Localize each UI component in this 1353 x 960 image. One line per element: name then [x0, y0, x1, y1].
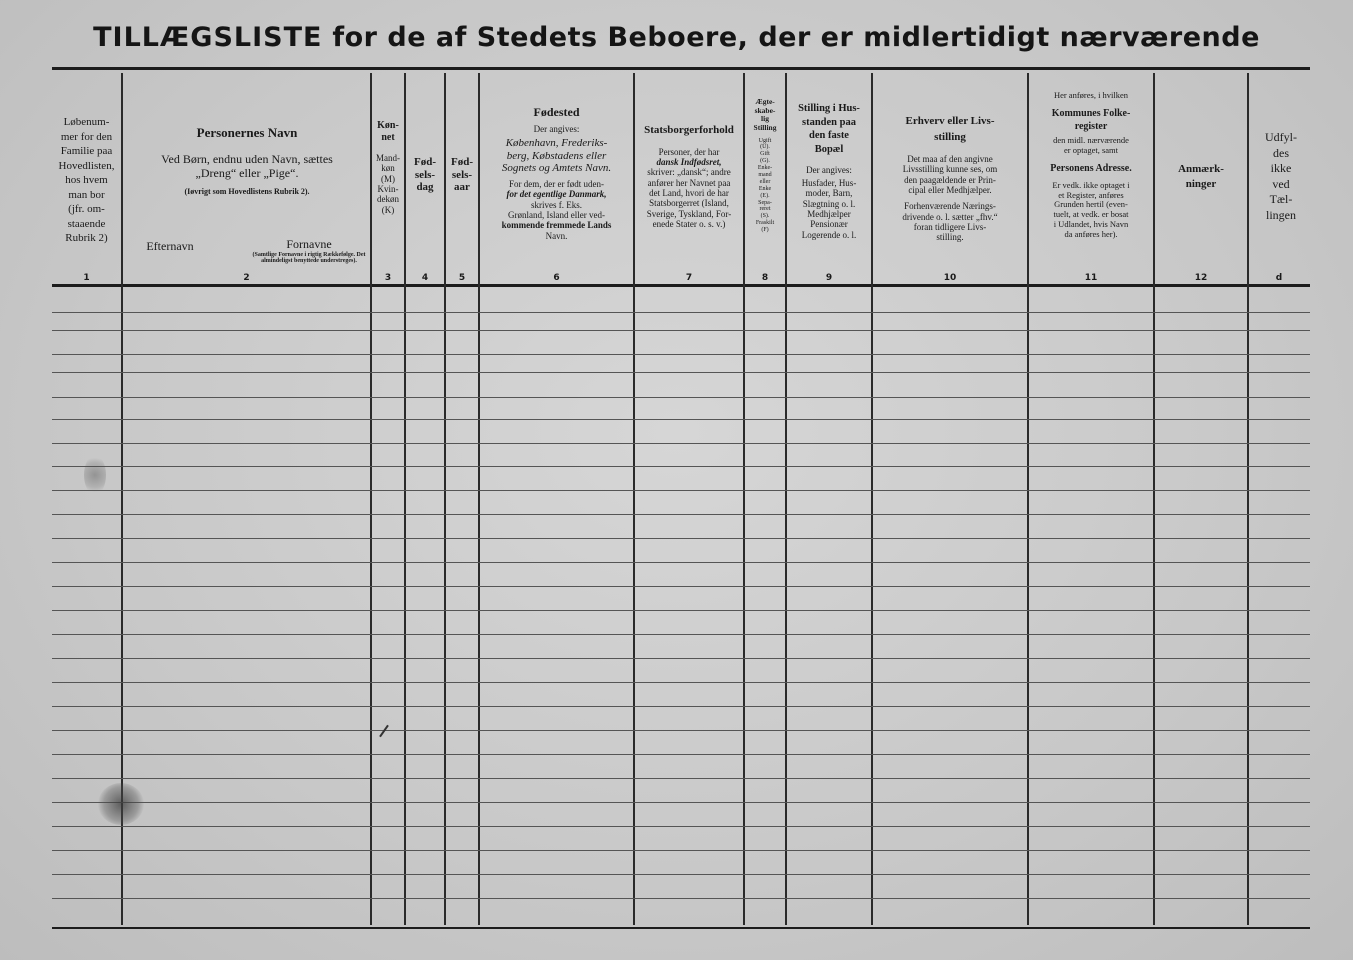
col6-line: skrives f. Eks.	[531, 199, 582, 210]
col9-line: moder, Barn,	[805, 188, 853, 199]
col-number: 11	[1084, 273, 1098, 283]
row-line	[52, 634, 1310, 635]
col3-line: Kvin-	[377, 184, 399, 195]
col1-header	[52, 115, 121, 246]
col11-heading2: Personens Adresse.	[1050, 163, 1132, 175]
col6-line: Grønland, Island eller ved-	[508, 210, 605, 221]
col3-line: (K)	[381, 204, 395, 215]
col4-heading: Fød- sels- dag	[414, 156, 436, 194]
col11-line: i Udlandet, hvis Navn	[1053, 218, 1129, 229]
col2-note: (Iøvrigt som Hovedlistens Rubrik 2).	[184, 186, 310, 196]
col10-line: Livsstilling kunne ses, om	[902, 164, 998, 175]
col9-line: Husfader, Hus-	[801, 177, 857, 188]
row-line	[52, 372, 1310, 373]
col1-line: staaende	[67, 217, 106, 230]
col10-line: foran tidligere Livs-	[913, 221, 987, 232]
col11-line: et Register, anføres	[1058, 189, 1124, 200]
col9-heading: Stilling i Hus- standen paa den faste Bopæl	[798, 103, 860, 155]
col6-line: berg, Købstadens eller	[506, 149, 607, 162]
col3-line: Mand-	[376, 153, 400, 163]
col10-header	[873, 114, 1027, 243]
row-line	[52, 538, 1310, 539]
col8-line: (G).	[760, 158, 770, 165]
cold-line: des	[1273, 145, 1289, 160]
col-divider	[404, 73, 406, 925]
col6-line: kommende fremmede Lands	[501, 220, 612, 231]
col8-line: (F)	[761, 227, 769, 234]
col11-top: Her anføres, i hvilken	[1053, 91, 1129, 100]
col1-line: man bor	[68, 188, 105, 201]
col8-line: (E).	[760, 192, 770, 199]
row-line	[52, 514, 1310, 515]
col2-efternavn: Efternavn	[146, 240, 194, 253]
cold-line: ikke	[1270, 161, 1292, 176]
col10-heading: Erhverv eller Livs- stilling	[905, 115, 995, 143]
col9-line: Pensionær	[810, 219, 848, 230]
col11-line: tuelt, at vedk. er bosat	[1053, 209, 1129, 220]
col-number: d	[1275, 273, 1283, 283]
row-line	[52, 443, 1310, 444]
col8-line: Enke-	[757, 165, 773, 172]
col7-heading: Statsborgerforhold	[644, 124, 734, 136]
row-line	[52, 397, 1310, 398]
col6-heading: Fødested	[533, 106, 580, 119]
col8-line: eller	[759, 178, 771, 185]
col7-line: anfører her Navnet paa	[647, 177, 731, 188]
col-number: 5	[458, 273, 466, 283]
col8-line: (S).	[760, 213, 770, 220]
row-line	[52, 354, 1310, 355]
col10-line: cipal eller Medhjælper.	[908, 184, 992, 195]
col6-line: Navn.	[545, 230, 568, 241]
col9-header	[787, 102, 871, 240]
cold-header	[1249, 130, 1313, 224]
col3-line: (M)	[381, 173, 395, 184]
col4-header	[406, 156, 444, 194]
col10-line: Forhenværende Nærings-	[904, 201, 996, 212]
cold-line: Udfyl-	[1265, 130, 1297, 144]
col8-line: Sepa-	[758, 199, 772, 206]
cold-line: lingen	[1266, 207, 1296, 222]
col7-line: dansk Indfødsret,	[656, 156, 722, 167]
col2-fornavne: Fornavne	[286, 238, 332, 251]
col7-line: det Land, hvori de har	[649, 188, 729, 199]
row-line	[52, 802, 1310, 803]
col6-sub: Der angives:	[533, 123, 580, 134]
row-line	[52, 754, 1310, 755]
col7-line: Personer, der har	[658, 146, 720, 157]
col-divider	[1153, 73, 1155, 925]
col-number: 10	[943, 273, 957, 283]
col2-sub-right	[250, 238, 368, 264]
col3-line: dekøn	[377, 194, 399, 205]
row-line	[52, 490, 1310, 491]
col1-line: mer for den	[60, 130, 113, 143]
col8-line: Ugift	[758, 137, 772, 144]
col-number: 2	[243, 273, 250, 283]
col-number: 6	[553, 273, 560, 283]
col6-line: for det egentlige Danmark,	[506, 189, 607, 200]
col2-header	[124, 126, 370, 196]
col7-line: Statsborgerret (Island,	[649, 198, 729, 209]
row-line	[52, 658, 1310, 659]
col2-sub-left	[130, 240, 210, 254]
row-line	[52, 610, 1310, 611]
row-line	[52, 330, 1310, 331]
col7-header	[635, 124, 743, 229]
col-number: 7	[685, 273, 693, 283]
col8-line: reret	[759, 206, 771, 213]
col11-line: da anføres her).	[1064, 228, 1118, 239]
title-rest: for de af Stedets Beboere, der er midlertidigt nærværende	[332, 22, 1260, 53]
header-rule	[52, 284, 1310, 287]
col9-line: Slægtning o. l.	[802, 198, 856, 209]
row-line	[52, 586, 1310, 587]
col6-line: For dem, der er født uden-	[509, 179, 604, 190]
col1-line: hos hvem	[65, 174, 108, 187]
col9-sub: Der angives:	[806, 164, 852, 175]
col-number: 1	[83, 273, 90, 283]
cold-line: ved	[1272, 176, 1290, 191]
col2-line: Ved Børn, endnu uden Navn, sættes	[161, 151, 333, 166]
col6-line: Sognets og Amtets Navn.	[501, 162, 612, 175]
col5-heading: Fød- sels- aar	[451, 156, 473, 194]
ink-stain	[84, 455, 106, 495]
col12-header	[1155, 162, 1247, 192]
col9-line: Medhjælper	[807, 208, 851, 219]
col10-line: Det maa af den angivne	[907, 153, 993, 164]
row-line	[52, 826, 1310, 827]
col-number: 3	[384, 273, 392, 283]
col8-line: mand	[758, 171, 772, 178]
page-title	[0, 22, 1353, 53]
title-caps: TILLÆGSLISTE	[93, 22, 323, 53]
col1-line: Løbenum-	[63, 116, 110, 128]
row-line	[52, 682, 1310, 683]
row-line	[52, 312, 1310, 313]
col10-line: stilling.	[936, 232, 964, 243]
col7-line: Sverige, Tyskland, For-	[646, 208, 732, 219]
col-divider	[444, 73, 446, 925]
row-line	[52, 419, 1310, 420]
col1-line: Hovedlisten,	[58, 159, 115, 172]
row-line	[52, 874, 1310, 875]
col2-line: „Dreng“ eller „Pige“.	[195, 165, 299, 180]
bottom-rule	[52, 927, 1310, 929]
col11-line: Er vedk. ikke optaget i	[1052, 179, 1130, 190]
col8-line: (U).	[760, 144, 770, 151]
col8-line: Fraskilt	[755, 220, 775, 227]
row-line	[52, 706, 1310, 707]
row-line	[52, 562, 1310, 563]
col2-fornavne-note: (Samtlige Fornavne i rigtig Rækkefølge. Det almindeligst benyttede understreges).	[252, 251, 366, 265]
col8-heading: Ægte- skabe- lig Stilling	[753, 98, 777, 132]
col10-line: den paagældende er Prin-	[904, 174, 996, 185]
col11-header	[1029, 91, 1153, 239]
row-line	[52, 730, 1310, 731]
col6-line: København, Frederiks-	[505, 137, 608, 150]
col-number: 12	[1194, 273, 1208, 283]
ink-stain	[98, 783, 144, 825]
row-line	[52, 850, 1310, 851]
col7-line: skriver: „dansk“; andre	[647, 167, 731, 178]
col1-line: Rubrik 2)	[65, 232, 108, 245]
col6-header	[480, 106, 633, 241]
col12-heading: Anmærk- ninger	[1178, 163, 1224, 190]
col1-line: Familie paa	[60, 145, 113, 158]
pen-mark	[379, 725, 389, 738]
col8-line: Enke	[758, 185, 772, 192]
col3-heading: Køn- net	[377, 120, 399, 143]
top-rule	[52, 67, 1310, 70]
cold-line: Tæl-	[1269, 192, 1293, 207]
col10-line: drivende o. l. sætter „fhv.“	[902, 211, 998, 222]
row-line	[52, 898, 1310, 899]
col-number: 9	[825, 273, 833, 283]
col3-header	[372, 120, 404, 215]
col11-heading: Kommunes Folke- register	[1051, 107, 1131, 132]
col2-heading: Personernes Navn	[196, 126, 298, 140]
col1-line: (jfr. om-	[68, 203, 105, 216]
col11-line: Grunden hertil (even-	[1054, 199, 1128, 210]
col-number: 8	[761, 273, 769, 283]
col8-header	[745, 98, 785, 234]
col9-line: Logerende o. l.	[801, 229, 857, 240]
col5-header	[446, 156, 478, 194]
row-line	[52, 466, 1310, 467]
col3-line: køn	[381, 163, 395, 174]
col11-sub: den midl. nærværende er optaget, samt	[1053, 134, 1129, 155]
col8-line: Gift	[760, 151, 770, 158]
col7-line: enede Stater o. s. v.)	[652, 219, 726, 230]
col-number: 4	[421, 273, 429, 283]
row-line	[52, 778, 1310, 779]
